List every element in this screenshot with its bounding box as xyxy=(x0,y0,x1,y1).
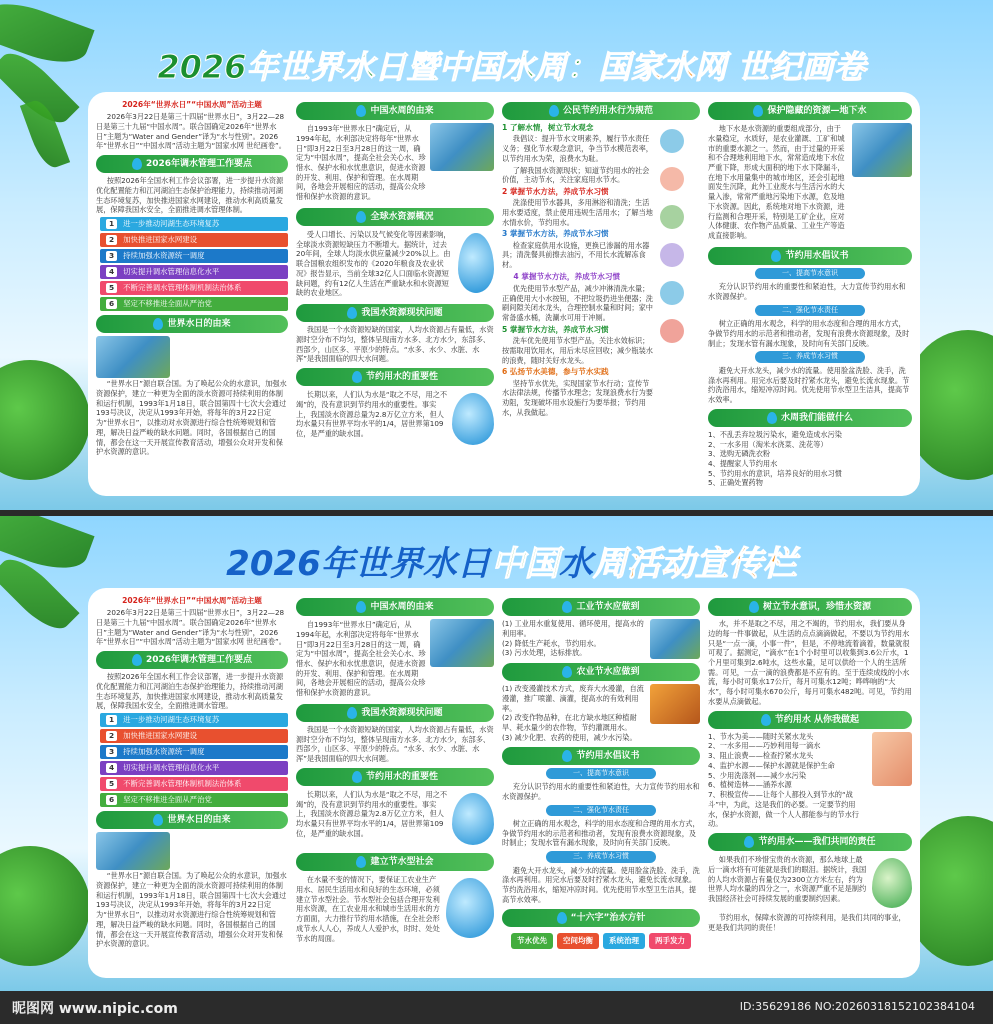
policy-tag: 系统治理 xyxy=(603,933,645,949)
section-text: 按照2026年全国水利工作会议部署，进一步提升水资源优化配置能力和江河湖泊生态保护治理能力，持续推动河湖生态环境复苏，加快推进国家水网建设，推动水利高质量发展，保障我国水安全，全面推进调水管理。 xyxy=(96,672,284,711)
tree-decoration xyxy=(0,846,90,966)
section-heading: 世界水日的由来 xyxy=(96,315,288,333)
section-heading: 2026年调水管理工作要点 xyxy=(96,651,288,669)
section-text: 充分认识节约用水的重要性和紧迫性，大力宣传节约用水和水资源保护。 xyxy=(708,282,906,302)
key-item: 6 坚定不移推进全面从严治党 xyxy=(100,297,288,311)
column-3 xyxy=(502,594,700,972)
water-drop-icon xyxy=(562,750,572,762)
river-photo xyxy=(96,832,170,870)
column-4 xyxy=(708,594,912,972)
section-heading: 世界水日的由来 xyxy=(96,811,288,829)
section-text: 避免大开水龙头，减少水的流量。使用脸盆洗脸、洗手，洗涤水再利用。用完水后要及时拧紧水龙头，避免长流水现象。节约洗浴用水，缩短冲凉时间。优先使用节水型卫生洁具，提高节水效率。 xyxy=(502,865,700,904)
site-watermark: 昵图网 www.nipic.com xyxy=(12,1001,178,1017)
section-heading: 节约用水——我们共同的责任 xyxy=(708,833,912,851)
column-1 xyxy=(96,98,288,490)
step-heading: 6 弘扬节水美德，参与节水实践 xyxy=(502,367,609,377)
section-heading: 中国水周的由来 xyxy=(296,102,494,120)
step-text: 我倡议：提升节水文明素养，履行节水责任义务；强化节水观念意识，争当节水模范表率，以节约用水为荣，浪费水为耻。 xyxy=(502,134,653,163)
water-drop-icon xyxy=(744,836,754,848)
water-drop-icon xyxy=(356,211,366,223)
list-item: 5、少用洗涤剂——减少水污染 xyxy=(708,770,807,780)
step-text: 洗涤使用节水器具，多用淋浴和清洗；生活用水要适度，禁止使用违规生活用水；了解当地水情水价，节约用水。 xyxy=(502,198,653,227)
water-drop-illustration xyxy=(446,878,494,938)
section-text: 树立正确的用水观念，科学的用水态度和合理的用水方式，争做节约用水的示范者和推动者，发现有浪费水资源现象，及时制止；发现水管有漏水现象，及时向有关部门反映。 xyxy=(708,319,910,348)
step-text: 检查家庭供用水设施，更换已渗漏的用水器具；清洗餐具前擦去油污，不用长水流解冻食材。 xyxy=(502,240,650,270)
water-drop-illustration xyxy=(458,233,494,293)
theme-text: 2026年3月22日是第三十四届“世界水日”，3月22—28日是第三十九届“中国水周”。联合国确定2026年“世界水日”主题为“Water and Gender”译为“水与性别”，2026年“世界水日”“中国水周”活动主题为“国家水网 世纪画卷”。 xyxy=(96,608,286,647)
section-heading: 树立节水意识，珍惜水资源 xyxy=(708,598,912,616)
tree-decoration xyxy=(0,360,90,480)
list-item: (2) 改变作物品种，在北方缺水地区种植耐旱、耗水量少的农作物，节约灌溉用水。 xyxy=(502,713,637,733)
water-drop-icon xyxy=(356,105,366,117)
key-item: 2 加快推进国家水网建设 xyxy=(100,729,288,743)
factory-illustration xyxy=(650,619,700,659)
water-drop-icon xyxy=(352,371,362,383)
section-text: 地下水是水资源的重要组成部分，由于水量稳定，水质好，是农业灌溉、工矿和城市的重要水源之一。然而，由于过量的开采和不合理地利用地下水，常常造成地下水位严重下降，形成大面积的地下水下降漏斗，在地下水用量集中的城市地区，还会引起地面发生沉降，此外工业废水与生活污水的大量入渗，常常严重地污染地下水源，危及地下水资源。因此，系统地对地下水资源，进行监测和合理开采，特别是工矿企业，应对人体健康、农作物产品质量、工业生产等造成直接影响。 xyxy=(708,124,845,241)
step-text: 优先使用节水型产品，减少冲淋清洗水量；正确使用大小水按钮，不把垃圾扔进坐便器；洗刷间隙关闭水龙头，合理控制水量和时间；家中常备盛水桶，洗涮水可用于冲厕。 xyxy=(502,284,653,323)
section-heading: 节约用水 从你我做起 xyxy=(708,711,912,729)
key-item: 4 切实提升调水管理信息化水平 xyxy=(100,761,288,775)
list-item: 3、阻止浪费——检查拧紧水龙头 xyxy=(708,751,814,761)
sub-heading: 二、强化节水责任 xyxy=(755,305,865,316)
list-item: 7、积极宣传——让每个人都投入到节水的“战斗”中，为此，这是我们的必要。一定要节约用水，保护水资源，做一个人人都能参与的节水行动。 xyxy=(708,790,859,829)
section-heading: 节约用水的重要性 xyxy=(296,768,494,786)
section-text: 长期以来，人们认为水是“取之不尽，用之不竭”的，没有意识到节约用水的重要性。事实上，我国淡水资源总量为2.8万亿立方米，但人均水量只有世界平均水平的1/4，居世界第109位，是严重的缺水国。 xyxy=(296,390,448,439)
step-text: 洗车优先使用节水型产品，关注水效标识；按需取用饮用水，用后未尽应回收；减少瓶装水的浪费，随时关好水龙头。 xyxy=(502,336,653,365)
list-item: (2) 降低生产耗水，节约用水。 xyxy=(502,638,601,648)
key-item: 3 持续加强水资源统一调度 xyxy=(100,249,288,263)
page-title xyxy=(90,42,933,88)
list-item: (1) 改变漫灌技术方式，废弃大水漫灌，自流漫灌，推广喷灌、滴灌，提高水的有效利用率。 xyxy=(502,684,644,713)
groundwater-illustration xyxy=(852,123,912,177)
sub-heading: 三、养成节水习惯 xyxy=(546,851,656,862)
section-heading: 我国水资源现状问题 xyxy=(296,304,494,322)
title-part-1: 2026年世界水日暨中国水周： xyxy=(157,48,599,86)
step-heading: 5 掌握节水方法，养成节水习惯 xyxy=(502,324,609,334)
section-text: 水，并不是取之不尽，用之不竭的，节约用水，我们要从身边的每一件事做起，从生活的点点滴滴做起，不要以为节约用水只是“一点一滴，小事一件”，但是，不停地流着滴着，数量就很可观了。据测定，“滴水”在1个小时里可以收集到3.6公斤水，1个月里可集到2.6吨水，这些水量，足可以供给一个人的生活所需。可见，一点一滴的浪费都是不应有的。至于连续成线的小水流，每小时可集水17公斤，每月可集水12吨；哗哗响的“大水”，每小时可集水670公斤，每月可集水482吨。可见，节约用水要从点滴做起。 xyxy=(708,619,912,706)
image-id: ID:35629186 NO:20260318152102384104 xyxy=(739,1000,975,1013)
section-heading: 公民节约用水行为规范 xyxy=(502,102,700,120)
water-drop-icon xyxy=(562,601,572,613)
section-heading: 2026年调水管理工作要点 xyxy=(96,155,288,173)
water-drop-illustration xyxy=(872,858,912,908)
column-4 xyxy=(708,98,912,490)
section-text: 树立正确的用水观念，科学的用水态度和合理的用水方式，争做节约用水的示范者和推动者，发现有浪费水资源现象，及时制止；发现水管有漏水现象，及时向有关部门反映。 xyxy=(502,819,700,848)
water-drop-icon xyxy=(749,601,759,613)
content-panel xyxy=(88,92,920,496)
water-drop-icon xyxy=(562,666,572,678)
title-part-c: 水 xyxy=(558,544,593,584)
list-item: 1、不乱丢弃垃圾污染水，避免造成水污染 xyxy=(708,429,842,439)
list-item: 4、提醒家人节约用水 xyxy=(708,458,778,468)
theme-heading: 2026年“世界水日”“中国水周”活动主题 xyxy=(122,596,262,605)
list-item: (3) 减少化肥、农药的使用，减少水污染。 xyxy=(502,732,637,742)
sub-heading: 一、提高节水意识 xyxy=(755,268,865,279)
bottom-poster xyxy=(0,516,993,991)
water-drop-icon xyxy=(153,814,163,826)
section-heading: 节约用水的重要性 xyxy=(296,368,494,386)
section-heading: 建立节水型社会 xyxy=(296,853,494,871)
list-item: 3、选购无磷洗衣粉 xyxy=(708,449,771,459)
shower-icon xyxy=(660,243,684,267)
section-text: 自1993年“世界水日”确定后，从1994年起，水利部决定将每年“世界水日”即3月22日至3月28日的这一周，确定为“中国水周”，提高全社会关心水、珍惜水、保护水和水忧患意识，促进水资源的开发、利用、保护和管理。在水周期间，各地会开展相应的活动，提高公众珍惜和保护水资源的意识。 xyxy=(296,124,426,202)
sub-heading: 二、强化节水责任 xyxy=(546,805,656,816)
section-heading: 全球水资源概况 xyxy=(296,208,494,226)
water-drop-icon xyxy=(132,654,142,666)
pipe-icon xyxy=(660,205,684,229)
water-drop-illustration xyxy=(452,393,494,445)
section-heading: “十六字”治水方针 xyxy=(502,909,700,927)
faucet-icon xyxy=(660,129,684,153)
river-photo xyxy=(96,336,170,378)
reservoir-photo xyxy=(430,123,494,171)
section-heading: 工业节水应做到 xyxy=(502,598,700,616)
section-text: 按照2026年全国水利工作会议部署，进一步提升水资源优化配置能力和江河湖泊生态保护治理能力，持续推动河湖生态环境复苏，加快推进国家水网建设，推动水利高质量发展，保障我国水安全，全面推进调水管理体制。 xyxy=(96,176,284,215)
section-text: 在水量不变的情况下，要保证工农业生产用水、居民生活用水和良好的生态环境，必须建立节水型社会。节水型社会包括合理开发利用水资源，在工农业用水和城市生活用水的方方面面，大力推行节约用水措施，在全社会形成节水人人心，养成人人爱护水，时时、处处节水的局面。 xyxy=(296,875,440,943)
step-heading: 1 了解水情，树立节水观念 xyxy=(502,123,594,133)
bucket-icon xyxy=(660,281,684,305)
key-item: 5 不断完善调水管理体制机制法治体系 xyxy=(100,777,288,791)
list-item: 5、节约用水的意识，培养良好的用水习惯 xyxy=(708,468,842,478)
policy-tag: 空间均衡 xyxy=(557,933,599,949)
list-item: 6、植树造林——涵养水源 xyxy=(708,780,792,790)
section-heading: 水周我们能做什么 xyxy=(708,409,912,427)
list-item: 2、一水多用——巧妙利用每一滴水 xyxy=(708,741,821,751)
title-part-a: 2026年世界水日 xyxy=(226,544,491,584)
section-text: “世界水日”源自联合国。为了唤起公众的水意识，加强水资源保护，建立一种更为全面的淡水资源可持续利用的体制和运行机制，1993年1月18日，联合国第四十七次大会通过193号决议，决定从1993年开始，将每年的3月22日定为“世界水日”，以推动对水资源进行综合性统筹规划和管理，解决日益严峻的缺水问题。同时，各国根据自己的国情，都会在这一天开展宣传教育活动，增强公众对开发和保护水资源的意识。 xyxy=(96,379,287,457)
water-drop-icon xyxy=(557,912,567,924)
water-drop-icon xyxy=(356,856,366,868)
content-panel xyxy=(88,588,920,978)
step-text: 了解我国水资源现状；知道节约用水的社会价值，主动节水，关注家庭用水节水。 xyxy=(502,165,650,185)
reservoir-photo xyxy=(430,619,494,667)
section-heading: 保护隐藏的资源—地下水 xyxy=(708,102,912,120)
column-1 xyxy=(96,594,288,972)
column-2 xyxy=(296,594,494,972)
key-item: 1 进一步推动河湖生态环境复苏 xyxy=(100,713,288,727)
watermark-bar xyxy=(0,991,993,1024)
water-drop-icon xyxy=(132,158,142,170)
section-text: 充分认识节约用水的重要性和紧迫性，大力宣传节约用水和水资源保护。 xyxy=(502,782,700,801)
section-text: 受人口增长、污染以及气候变化等因素影响，全球淡水资源短缺压力不断增大。据统计，过去20年间，全球人均淡水供应量减少20%以上。由联合国粮农组织发布的《2020年粮食及农业状况》报告显示，当前全球32亿人口面临水资源短缺问题，约有12亿人生活在严重缺水和水资源短缺的农业地区。 xyxy=(296,230,451,298)
section-heading: 中国水周的由来 xyxy=(296,598,494,616)
water-drop-icon xyxy=(753,105,763,117)
policy-tags xyxy=(502,933,700,949)
step-heading: 2 掌握节水方法，养成节水习惯 xyxy=(502,186,609,196)
no-waste-icon xyxy=(660,167,684,191)
column-2 xyxy=(296,98,494,490)
list-item: (1) 工业用水重复使用、循环使用，提高水的利用率。 xyxy=(502,619,644,638)
section-text: “世界水日”源自联合国。为了唤起公众的水意识，加强水资源保护，建立一种更为全面的淡水资源可持续利用的体制和运行机制，1993年1月18日，联合国第四十七次大会通过193号决议，决定从1993年开始，将每年的3月22日定为“世界水日”，以推动对水资源进行综合性统筹规划和管理，解决日益严峻的缺水问题。同时，各国根据自己的国情，都会在这一天开展宣传教育活动，增强公众对开发和保护水资源的意识。 xyxy=(96,871,287,949)
water-drop-icon xyxy=(761,714,771,726)
step-heading: 4 掌握节水方法，养成节水习惯 xyxy=(513,271,621,281)
sub-heading: 一、提高节水意识 xyxy=(546,768,656,779)
section-heading: 节约用水倡议书 xyxy=(502,747,700,765)
title-part-b: 中国 xyxy=(490,544,559,584)
forbidden-icon xyxy=(660,319,684,343)
policy-tag: 两手发力 xyxy=(649,933,691,949)
section-heading: 我国水资源现状问题 xyxy=(296,704,494,722)
section-heading: 节约用水倡议书 xyxy=(708,247,912,265)
water-drop-icon xyxy=(549,105,559,117)
step-text: 坚持节水优先，实现国家节水行动；宣传节水法律法规，传播节水理念；发现浪费水行为要劝阻，发现破坏用水设施行为要举报；节约用水，从我做起。 xyxy=(502,378,653,417)
key-item: 4 切实提升调水管理信息化水平 xyxy=(100,265,288,279)
top-poster xyxy=(0,0,993,510)
key-item: 5 不断完善调水管理体制机制法治体系 xyxy=(100,281,288,295)
section-text: 如果我们不珍惜宝贵的水资源，那么地球上最后一滴水将有可能就是我们的眼泪。据统计，我国的人均水资源占有量仅为2300立方米左右，约为世界人均水量的四分之一，水资源严重不足是制约我国经济社会可持续发展的重要制约因素。 xyxy=(708,855,867,903)
list-item: (3) 污水处理，达标排放。 xyxy=(502,648,587,658)
key-item: 1 进一步推动河湖生态环境复苏 xyxy=(100,217,288,231)
section-text: 我国是一个水资源短缺的国家，人均水资源占有量低，水资源时空分布不均匀，整体呈现南方水多、北方水少，东部多、西部少，山区多、平原少的特点。“水多、水少、水脏、水浑”是我国面临的四大水问题。 xyxy=(296,325,494,364)
theme-heading: 2026年“世界水日”“中国水周”活动主题 xyxy=(122,100,262,109)
section-text: 节约用水，保障水资源的可持续利用，是我们共同的事业，更是我们共同的责任！ xyxy=(708,913,906,932)
water-drop-icon xyxy=(767,412,777,424)
title-part-2: 国家水网 世纪画卷 xyxy=(598,48,866,86)
policy-tag: 节水优先 xyxy=(511,933,553,949)
water-drop-illustration xyxy=(452,793,494,845)
section-heading: 农业节水应做到 xyxy=(502,663,700,681)
water-drop-icon xyxy=(356,601,366,613)
tractor-illustration xyxy=(650,684,700,724)
list-item: 2、一水多用（淘米水浇菜、洗花等） xyxy=(708,439,828,449)
section-text: 我国是一个水资源短缺的国家，人均水资源占有量低，水资源时空分布不均匀，整体呈现南方水多、北方水少，东部多、西部少，山区多、平原少的特点。“水多、水少、水脏、水浑”是我国面临的四大水问题。 xyxy=(296,725,494,764)
water-drop-icon xyxy=(347,707,357,719)
section-text: 长期以来，人们认为水是“取之不尽，用之不竭”的，没有意识到节约用水的重要性。事实上，我国淡水资源总量为2.8万亿立方米，但人均水量只有世界平均水平的1/4，居世界第109位，是严重的缺水国。 xyxy=(296,790,448,838)
column-3 xyxy=(502,98,700,490)
page-title xyxy=(90,536,933,585)
water-drop-icon xyxy=(347,307,357,319)
section-text: 避免大开水龙头，减少水的流量。使用脸盆洗脸、洗手，洗涤水再利用。用完水后要及时拧紧水龙头，避免长流水现象。节约洗浴用水，缩短冲凉时间。优先使用节水型卫生洁具，提高节水效率。 xyxy=(708,365,910,404)
list-item: 5、正确处置药物 xyxy=(708,478,763,488)
sub-heading: 三、养成节水习惯 xyxy=(755,351,865,362)
key-item: 3 持续加强水资源统一调度 xyxy=(100,745,288,759)
section-text: 自1993年“世界水日”确定后，从1994年起，水利部决定将每年“世界水日”即3月22日至3月28日的这一周，确定为“中国水周”，提高全社会关心水、珍惜水、保护水和水忧患意识，促进水资源的开发、利用、保护和管理。在水周期间，各地会开展相应的活动，提高公众珍惜和保护水资源的意识。 xyxy=(296,620,426,698)
theme-text: 2026年3月22日是第三十四届“世界水日”，3月22—28日是第三十九届“中国水周”。联合国确定2026年“世界水日”主题为“Water and Gender”译为“水与性别”。2026年“世界水日”“中国水周”活动主题为“国家水网 世纪画卷”。 xyxy=(96,112,286,151)
list-item: 4、监护水源——保护水源就是保护生命 xyxy=(708,760,835,770)
key-item: 6 坚定不移推进全面从严治党 xyxy=(100,793,288,807)
water-drop-icon xyxy=(771,250,781,262)
title-part-d: 周活动宣传栏 xyxy=(592,544,797,584)
washing-illustration xyxy=(872,732,912,786)
step-heading: 3 掌握节水方法，养成节水习惯 xyxy=(502,229,609,239)
key-item: 2 加快推进国家水网建设 xyxy=(100,233,288,247)
water-drop-icon xyxy=(153,318,163,330)
water-drop-icon xyxy=(352,771,362,783)
list-item: 1、节水为美——随时关紧水龙头 xyxy=(708,731,814,741)
